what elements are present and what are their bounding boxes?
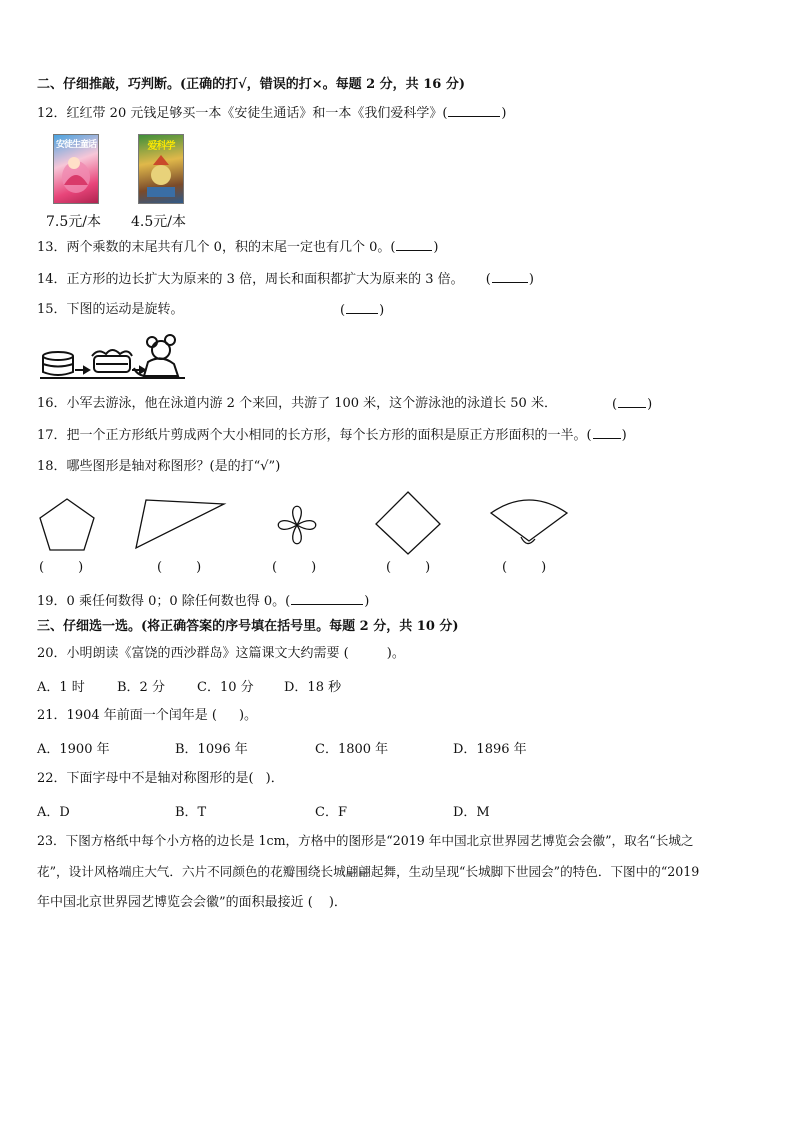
- answer-blank-16[interactable]: [618, 395, 646, 408]
- answer-paren-18d: ( ): [386, 560, 431, 575]
- price-book-2: 4.5元/本: [131, 214, 186, 230]
- answer-blank-18e[interactable]: [508, 559, 540, 571]
- answer-blank-14[interactable]: [492, 270, 528, 283]
- fan-icon: [489, 493, 569, 549]
- book-cover-title: 安徒生童话: [55, 140, 96, 150]
- question-12-text: 12．红红带 20 元钱足够买一本《安徒生通话》和一本《我们爱科学》(: [37, 106, 448, 121]
- answer-paren-18b: ( ): [157, 560, 202, 575]
- question-20: 20．小明朗读《富饶的西沙群岛》这篇课文大约需要 ( )。: [37, 646, 405, 661]
- question-23-line1: 23．下图方格纸中每个小方格的边长是 1cm，方格中的图形是“2019 年中国北京世界园艺博览会会徽”，取名“长城之: [37, 833, 694, 848]
- question-12: 12．红红带 20 元钱足够买一本《安徒生通话》和一本《我们爱科学》( ): [37, 106, 507, 121]
- question-23-line3: 年中国北京世界园艺博览会会徽”的面积最接近 ( )．: [37, 895, 347, 910]
- question-23-line2: 花”，设计风格端庄大气．六片不同颜色的花瓣围绕长城翩翩起舞，生动呈现“长城脚下世园会”的特色．下图中的“2019: [37, 864, 700, 879]
- science-illustration-icon: [139, 135, 183, 203]
- pentagon-icon: [36, 496, 98, 554]
- question-15: 15．下图的运动是旋转。: [37, 302, 184, 317]
- option-20b[interactable]: B．2 分: [117, 680, 165, 695]
- question-21: 21．1904 年前面一个闰年是 ( )。: [37, 708, 258, 723]
- answer-paren-15: ( ): [340, 303, 385, 318]
- arrow-icon: [75, 367, 89, 373]
- answer-paren-18e: ( ): [502, 560, 547, 575]
- question-19: 19．0 乘任何数得 0；0 除任何数也得 0。( ): [37, 594, 370, 609]
- question-14: 14．正方形的边长扩大为原来的 3 倍，周长和面积都扩大为原来的 3 倍。 ( ): [37, 272, 534, 287]
- option-20a[interactable]: A．1 时: [37, 680, 85, 695]
- option-22d[interactable]: D．M: [453, 805, 490, 820]
- option-21b[interactable]: B．1096 年: [175, 742, 248, 757]
- section2-title: 二、仔细推敲，巧判断。(正确的打√，错误的打×。每题 2 分，共 16 分): [37, 77, 465, 92]
- option-22c[interactable]: C．F: [315, 805, 347, 820]
- answer-blank-18a[interactable]: [45, 559, 77, 571]
- book-cover-title: 爱科学: [147, 141, 175, 152]
- fairy-illustration-icon: [54, 135, 98, 203]
- four-leaf-icon: [264, 492, 330, 558]
- question-16: 16．小军去游泳，他在泳道内游 2 个来回，共游了 100 米，这个游泳池的泳道长 50 米．: [37, 396, 557, 411]
- option-20d[interactable]: D．18 秒: [284, 680, 342, 695]
- option-21c[interactable]: C．1800 年: [315, 742, 389, 757]
- option-21a[interactable]: A．1900 年: [37, 742, 110, 757]
- option-20c[interactable]: C．10 分: [197, 680, 254, 695]
- cake-icon: [43, 352, 73, 375]
- book-cover-andersen: [53, 134, 99, 204]
- price-book-1: 7.5元/本: [46, 214, 101, 230]
- diamond-icon: [374, 490, 442, 558]
- question-17: 17．把一个正方形纸片剪成两个大小相同的长方形，每个长方形的面积是原正方形面积的一半。( ): [37, 428, 627, 443]
- answer-blank-13[interactable]: [396, 238, 432, 251]
- question-13: 13．两个乘数的末尾共有几个 0，积的末尾一定也有几个 0。( ): [37, 240, 439, 255]
- section3-title: 三、仔细选一选。(将正确答案的序号填在括号里。每题 2 分，共 10 分): [37, 619, 459, 634]
- answer-blank-17[interactable]: [593, 426, 621, 439]
- question-22: 22．下面字母中不是轴对称图形的是( )．: [37, 771, 284, 786]
- answer-paren-18a: ( ): [39, 560, 84, 575]
- triangle-icon: [132, 496, 228, 552]
- question-18: 18．哪些图形是轴对称图形？(是的打“√”): [37, 459, 281, 474]
- motion-illustration: [40, 334, 185, 382]
- cake-plate-icon: [92, 350, 132, 372]
- answer-paren-16: ( ): [612, 397, 653, 412]
- answer-blank-12[interactable]: [448, 104, 500, 117]
- option-22a[interactable]: A．D: [37, 805, 70, 820]
- answer-blank-15[interactable]: [346, 301, 378, 314]
- answer-paren-18c: ( ): [272, 560, 317, 575]
- answer-blank-18b[interactable]: [163, 559, 195, 571]
- option-22b[interactable]: B．T: [175, 805, 207, 820]
- answer-blank-19[interactable]: [291, 592, 363, 605]
- option-21d[interactable]: D．1896 年: [453, 742, 527, 757]
- answer-blank-18c[interactable]: [278, 559, 310, 571]
- book-cover-science: [138, 134, 184, 204]
- answer-blank-18d[interactable]: [392, 559, 424, 571]
